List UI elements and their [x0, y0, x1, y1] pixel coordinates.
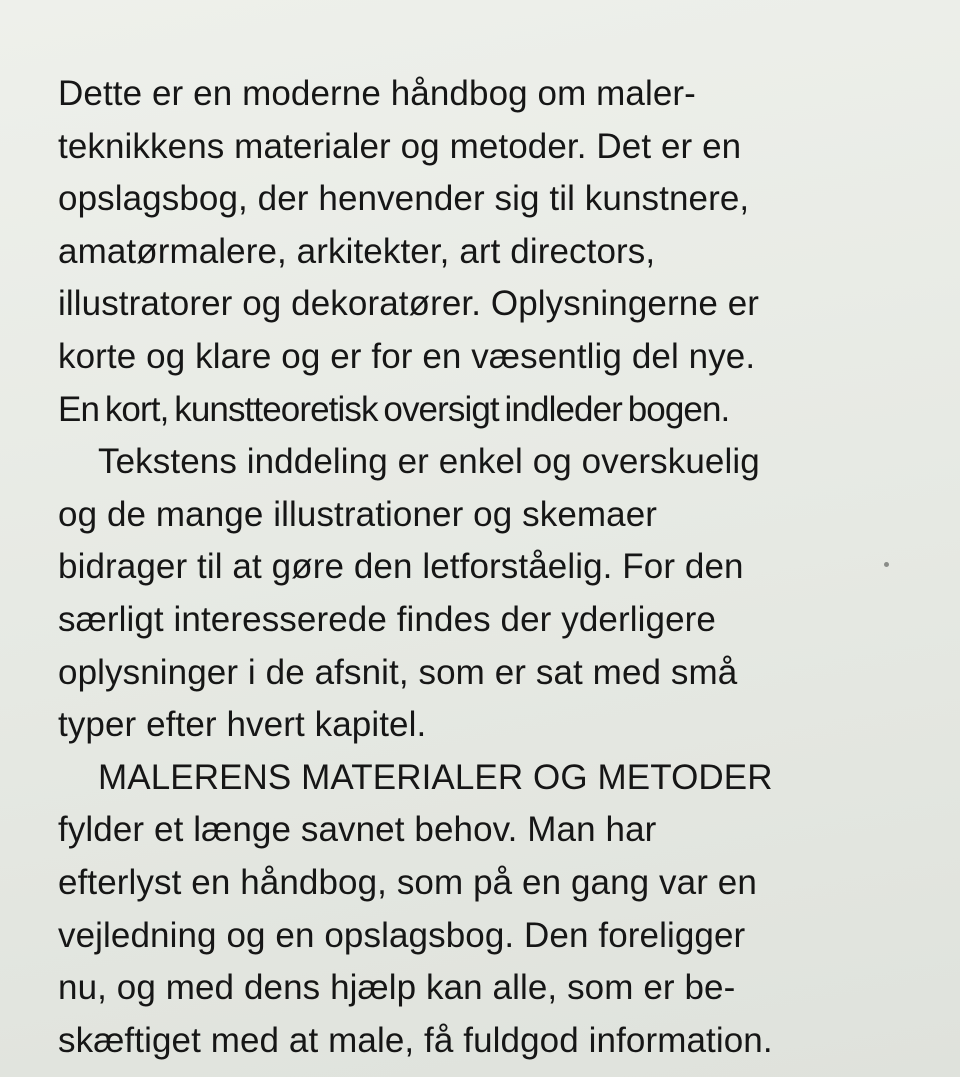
- text-line: vejledning og en opslagsbog. Den foreligger: [58, 915, 746, 955]
- text-line: typer efter hvert kapitel.: [58, 705, 427, 745]
- text-line: nu, og med dens hjælp kan alle, som er be-: [58, 968, 736, 1008]
- text-line: teknikkens materialer og metoder. Det er en: [58, 126, 742, 166]
- text-line: særligt interesserede findes der yderligere: [58, 599, 716, 639]
- text-line: opslagsbog, der henvender sig til kunstnere,: [58, 179, 750, 219]
- blurb-text: [58, 68, 938, 1067]
- paragraph-layout: [58, 436, 938, 752]
- paper-speck: [884, 562, 889, 567]
- text-line: og de mange illustrationer og skemaer: [58, 494, 658, 534]
- text-line: korte og klare og er for en væsentlig del nye.: [58, 336, 756, 376]
- text-line: oplysninger i de afsnit, som er sat med små: [58, 652, 738, 692]
- book-title-line: MALERENS MATERIALER OG METODER: [98, 757, 773, 797]
- text-line: skæftiget med at male, få fuldgod information.: [58, 1020, 773, 1060]
- text-line: illustratorer og dekoratører. Oplysningerne er: [58, 284, 760, 324]
- text-line: efterlyst en håndbog, som på en gang var en: [58, 862, 757, 902]
- text-line: bidrager til at gøre den letforståelig. For den: [58, 547, 744, 587]
- text-line: En kort, kunstteoretisk oversigt indleder bogen.: [58, 389, 730, 429]
- text-line: Tekstens inddeling er enkel og overskuelig: [98, 442, 760, 482]
- text-line: amatørmalere, arkitekter, art directors,: [58, 231, 656, 271]
- paragraph-intro: [58, 68, 938, 436]
- text-line: Dette er en moderne håndbog om maler-: [58, 74, 696, 113]
- text-line: fylder et længe savnet behov. Man har: [58, 810, 657, 850]
- paragraph-closing: [58, 752, 938, 1068]
